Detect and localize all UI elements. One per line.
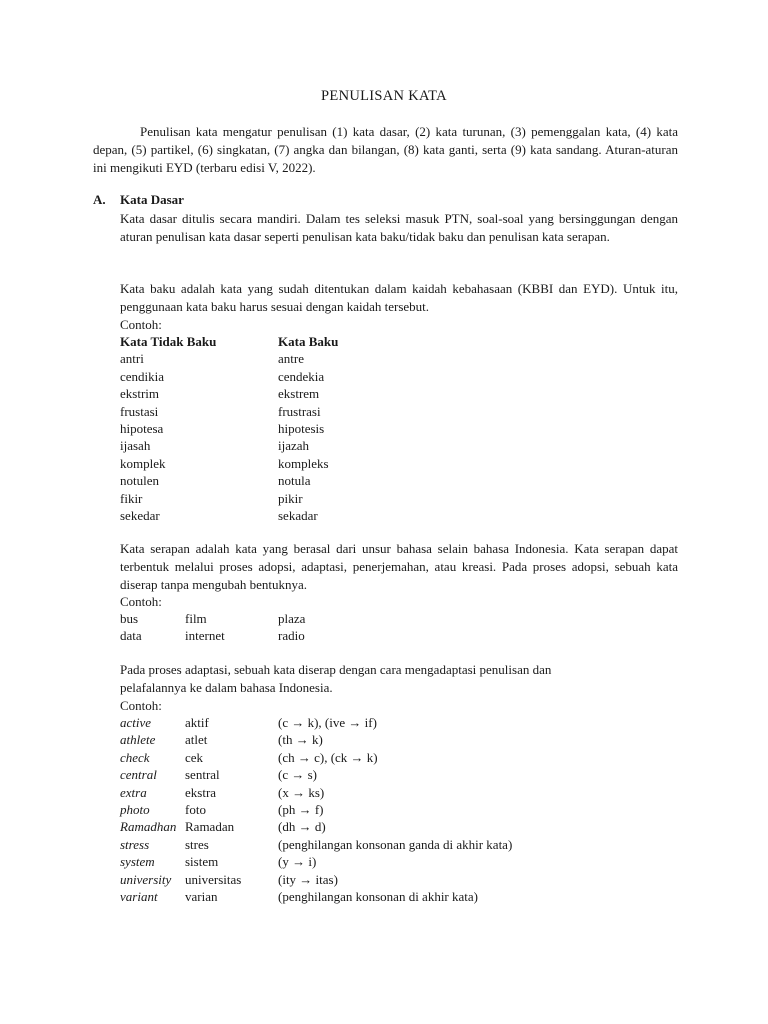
adapted-word-cell: varian (185, 888, 218, 904)
adaptation-rule-cell: (penghilangan konsonan ganda di akhir kata) (278, 836, 513, 852)
adapted-word-cell: sentral (185, 767, 220, 783)
kata-baku-cell: pikir (278, 490, 303, 506)
source-word-cell: variant (120, 888, 158, 904)
intro-paragraph: Penulisan kata mengatur penulisan (1) kata dasar, (2) kata turunan, (3) pemenggalan kata, (4) kata depan, (5) partikel, (6) singkatan, (7) angka dan bilangan, (8) kata ganti, serta (9) kata sandang. Aturan-aturan ini mengikuti EYD (terbaru edisi V, 2022). (93, 124, 678, 175)
adaptation-rule-cell: (dh → d) (278, 819, 326, 835)
source-word-cell: system (120, 854, 155, 870)
adaptation-rule-cell: (c → k), (ive → if) (278, 715, 377, 730)
adaptation-rule-cell: (c → s) (278, 767, 317, 783)
section-title: Kata Dasar (120, 192, 184, 207)
kata-tidak-baku-cell: fikir (120, 490, 143, 506)
adapted-word-cell: atlet (185, 732, 208, 748)
adopsi-word-cell: bus (120, 611, 139, 626)
paragraph-kata-serapan: Kata serapan adalah kata yang berasal dari unsur bahasa selain bahasa Indonesia. Kata serapan dapat terbentuk melalui proses adopsi, adaptasi, penerjemahan, atau kreasi. Pada proses adopsi, sebuah kata diserap tanpa mengubah bentuknya. (120, 541, 678, 592)
adaptation-rule-cell: (y → i) (278, 854, 317, 870)
kata-tidak-baku-cell: komplek (120, 455, 166, 471)
adapted-word-cell: stres (185, 836, 209, 852)
adaptation-rule-cell: (ph → f) (278, 801, 324, 817)
column-header-tidak-baku: Kata Tidak Baku (120, 334, 217, 349)
adapted-word-cell: cek (185, 749, 204, 765)
source-word-cell: check (120, 749, 150, 765)
kata-tidak-baku-cell: ekstrim (120, 386, 159, 402)
kata-baku-cell: kompleks (278, 455, 329, 471)
source-word-cell: photo (120, 801, 150, 817)
paragraph-adaptasi (120, 661, 678, 697)
kata-tidak-baku-cell: sekedar (120, 507, 160, 523)
adopsi-word-cell: plaza (278, 611, 306, 626)
adaptation-rule-cell: (ity → itas) (278, 871, 338, 887)
adaptation-rule-cell: (penghilangan konsonan di akhir kata) (278, 888, 478, 904)
kata-tidak-baku-cell: frustasi (120, 403, 159, 419)
source-word-cell: athlete (120, 732, 156, 748)
source-word-cell: extra (120, 784, 147, 800)
adapted-word-cell: foto (185, 801, 206, 817)
adapted-word-cell: universitas (185, 871, 242, 887)
kata-tidak-baku-cell: cendikia (120, 368, 165, 384)
source-word-cell: active (120, 715, 152, 730)
kata-tidak-baku-cell: notulen (120, 473, 159, 489)
source-word-cell: university (120, 871, 172, 887)
paragraph-adaptasi-line: pelafalannya ke dalam bahasa Indonesia. (120, 680, 333, 695)
paragraph-kata-baku: Kata baku adalah kata yang sudah ditentukan dalam kaidah kebahasaan (KBBI dan EYD). Untuk itu, penggunaan kata baku harus sesuai dengan kaidah tersebut. (120, 281, 678, 314)
adaptation-rule-cell: (x → ks) (278, 784, 325, 800)
adapted-word-cell: aktif (185, 715, 209, 730)
adopsi-word-cell: radio (278, 628, 305, 644)
page-title: PENULISAN KATA (321, 88, 447, 104)
adapted-word-cell: ekstra (185, 784, 217, 800)
kata-tidak-baku-cell: hipotesa (120, 420, 164, 436)
column-header-baku: Kata Baku (278, 334, 339, 349)
source-word-cell: stress (120, 836, 150, 852)
section-letter: A. (93, 192, 106, 207)
kata-baku-cell: antre (278, 351, 304, 367)
kata-baku-cell: ijazah (278, 438, 310, 454)
kata-baku-cell: ekstrem (278, 386, 320, 402)
kata-baku-cell: hipotesis (278, 420, 325, 436)
kata-baku-cell: sekadar (278, 507, 318, 523)
source-word-cell: Ramadhan (120, 819, 177, 835)
contoh-label: Contoh: (120, 698, 162, 713)
kata-tidak-baku-cell: antri (120, 351, 144, 367)
paragraph-adaptasi-line: Pada proses adaptasi, sebuah kata diserap dengan cara mengadaptasi penulisan dan (120, 662, 552, 677)
kata-tidak-baku-cell: ijasah (120, 438, 151, 454)
adaptation-rule-cell: (ch → c), (ck → k) (278, 749, 378, 765)
kata-baku-cell: notula (278, 473, 311, 489)
contoh-label: Contoh: (120, 317, 162, 332)
adaptation-rule-cell: (th → k) (278, 732, 323, 748)
adopsi-word-cell: data (120, 628, 142, 644)
adapted-word-cell: Ramadan (185, 819, 235, 835)
adopsi-word-cell: film (185, 611, 207, 626)
source-word-cell: central (120, 767, 157, 783)
paragraph-kata-dasar: Kata dasar ditulis secara mandiri. Dalam tes seleksi masuk PTN, soal-soal yang bersinggungan dengan aturan penulisan kata dasar seperti penulisan kata baku/tidak baku dan penulisan kata serapan. (120, 211, 678, 244)
adapted-word-cell: sistem (185, 854, 219, 870)
contoh-label: Contoh: (120, 594, 162, 609)
kata-baku-cell: cendekia (278, 368, 325, 384)
adopsi-word-cell: internet (185, 628, 225, 644)
kata-baku-cell: frustrasi (278, 403, 321, 419)
